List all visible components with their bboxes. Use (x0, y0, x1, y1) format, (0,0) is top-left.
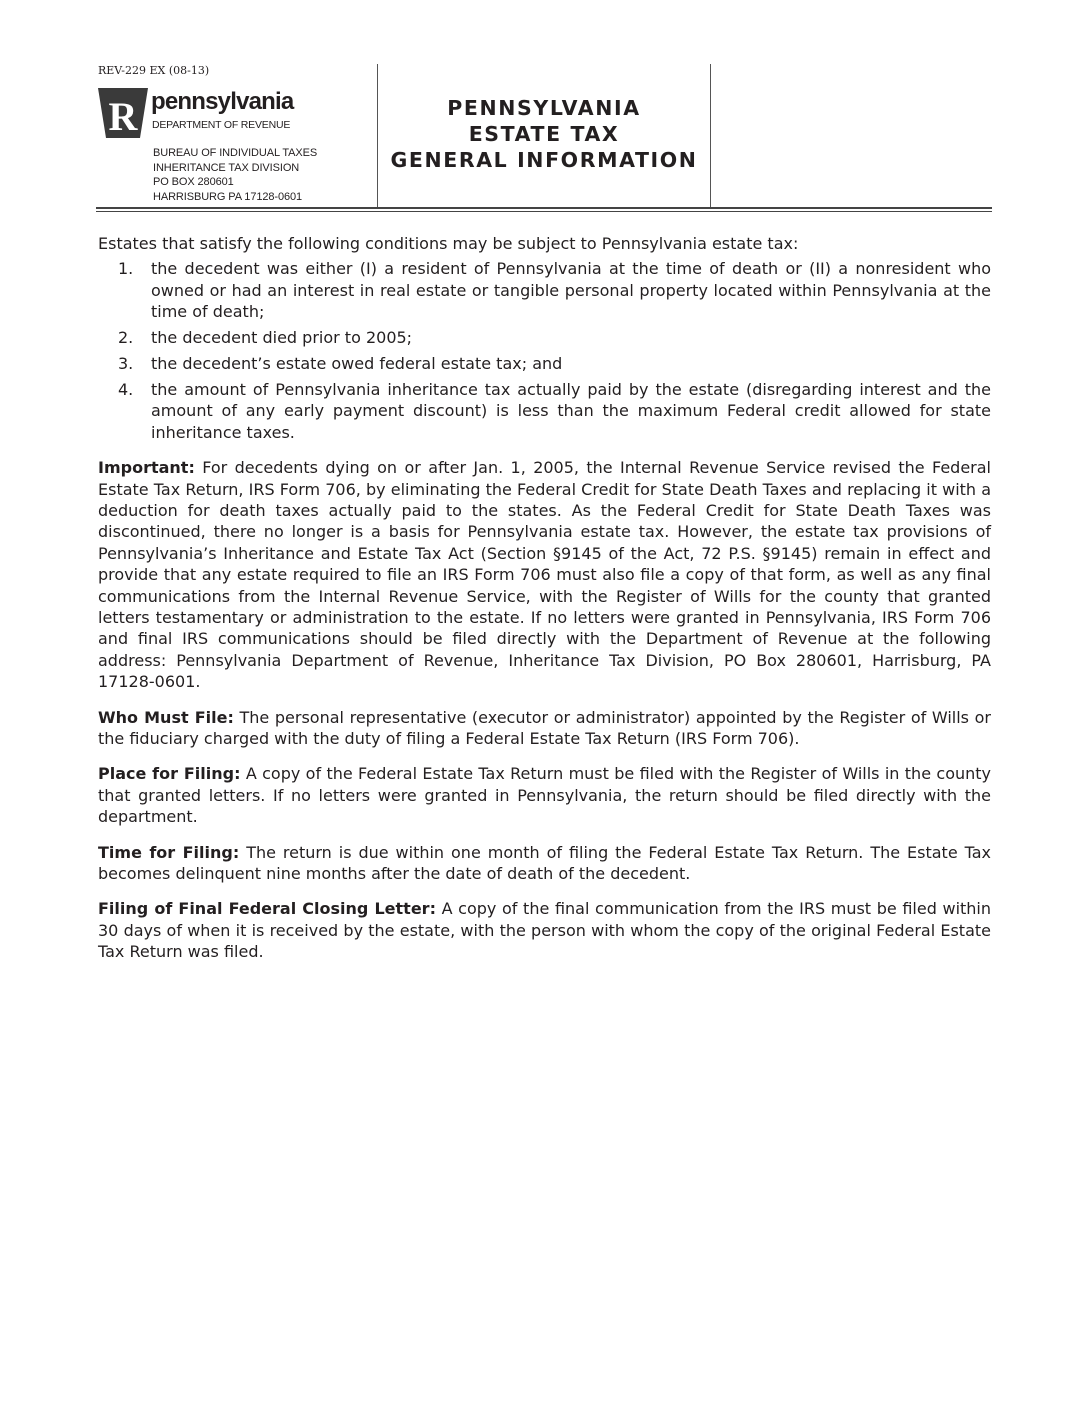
title-line: ESTATE TAX (468, 122, 620, 146)
place-for-filing-paragraph (98, 763, 991, 827)
paragraph-label: Important: (98, 458, 195, 478)
paragraph-label: Filing of Final Federal Closing Letter: (98, 899, 436, 919)
address-line: BUREAU OF INDIVIDUAL TAXES (153, 147, 318, 159)
bureau-address (153, 146, 317, 204)
address-line: INHERITANCE TAX DIVISION (153, 161, 300, 174)
title-line: PENNSYLVANIA (447, 96, 641, 120)
conditions-list (98, 258, 991, 443)
list-text: the decedent was either (I) a resident of Pennsylvania at the time of death or (II) a nonresident who owned or had an interest in real estate or tangible personal property located within Pennsylvania at the time of death; (151, 259, 991, 322)
keystone-logo-icon (96, 86, 150, 140)
list-item (98, 353, 991, 374)
pa-revenue-logo (96, 86, 356, 142)
who-must-file-paragraph (98, 707, 991, 750)
header-rule-thin (96, 211, 992, 212)
form-number: REV-229 EX (08-13) (98, 64, 210, 77)
header-divider-right (710, 64, 711, 207)
list-text: the amount of Pennsylvania inheritance tax actually paid by the estate (disregarding interest and the amount of any early payment discount) is less than the maximum Federal credit allowed for state inheritance taxes. (151, 379, 991, 442)
list-number: 4. (118, 379, 134, 399)
paragraph-text: A copy of the Federal Estate Tax Return must be filed with the Register of Wills in the county that granted letters. If no letters were granted in Pennsylvania, the return should be filed directly with the department. (98, 764, 992, 827)
paragraph-label: Time for Filing: (98, 842, 240, 862)
logo-wordmark: pennsylvania (151, 88, 294, 115)
time-for-filing-paragraph (98, 842, 991, 885)
logo-letter: R (108, 94, 138, 139)
list-text: the decedent’s estate owed federal estate tax; and (151, 354, 563, 374)
list-text: the decedent died prior to 2005; (151, 328, 413, 348)
paragraph-label: Who Must File: (98, 707, 234, 727)
list-item (98, 379, 991, 443)
title-line: GENERAL INFORMATION (390, 148, 698, 172)
address-line: HARRISBURG PA 17128-0601 (153, 190, 303, 203)
list-item (98, 258, 991, 322)
intro-text: Estates that satisfy the following conditions may be subject to Pennsylvania estate tax: (98, 234, 799, 253)
closing-letter-paragraph (98, 898, 991, 962)
list-item (98, 327, 991, 348)
paragraph-text: For decedents dying on or after Jan. 1, 2005, the Internal Revenue Service revised the Federal Estate Tax Return, IRS Form 706, by eliminating the Federal Credit for State Death Taxes and replacing it with a deduction for death taxes actually paid to the states. As the Federal Credit for State Death Taxes was discontinued, there no longer is a basis for Pennsylvania estate tax. However, the estate tax provisions of Pennsylvania’s Inheritance and Estate Tax Act (Section §9145 of the Act, 72 P.S. §9145) remain in effect and provide that any estate required to file an IRS Form 706 must also file a copy of that form, as well as any final communications from the Internal Revenue Service, with the Register of Wills for the county that granted letters testamentary or administration to the estate. If no letters were granted in Pennsylvania, IRS Form 706 and final IRS communications should be filed directly with the Department of Revenue at the following address: Pennsylvania Department of Revenue, Inheritance Tax Division, PO Box 280601, Harrisburg, PA 17128-0601. (98, 458, 991, 692)
document-body (98, 233, 991, 977)
list-number: 3. (118, 354, 134, 374)
paragraph-text: The personal representative (executor or administrator) appointed by the Register of Wills or the fiduciary charged with the duty of filing a Federal Estate Tax Return (IRS Form 706). (98, 707, 991, 749)
paragraph-text: A copy of the final communication from the IRS must be filed within 30 days of when it is received by the estate, with the person with whom the copy of the original Federal Estate Tax Return was filed. (98, 899, 992, 962)
document-title (378, 95, 710, 173)
list-number: 2. (118, 328, 134, 348)
paragraph-text: The return is due within one month of filing the Federal Estate Tax Return. The Estate Tax becomes delinquent nine months after the date of death of the decedent. (98, 842, 992, 884)
logo-subtitle: DEPARTMENT OF REVENUE (152, 119, 291, 131)
important-paragraph (98, 457, 991, 692)
list-number: 1. (118, 259, 134, 279)
address-line: PO BOX 280601 (153, 176, 234, 188)
paragraph-label: Place for Filing: (98, 764, 241, 784)
header-rule (96, 207, 992, 209)
